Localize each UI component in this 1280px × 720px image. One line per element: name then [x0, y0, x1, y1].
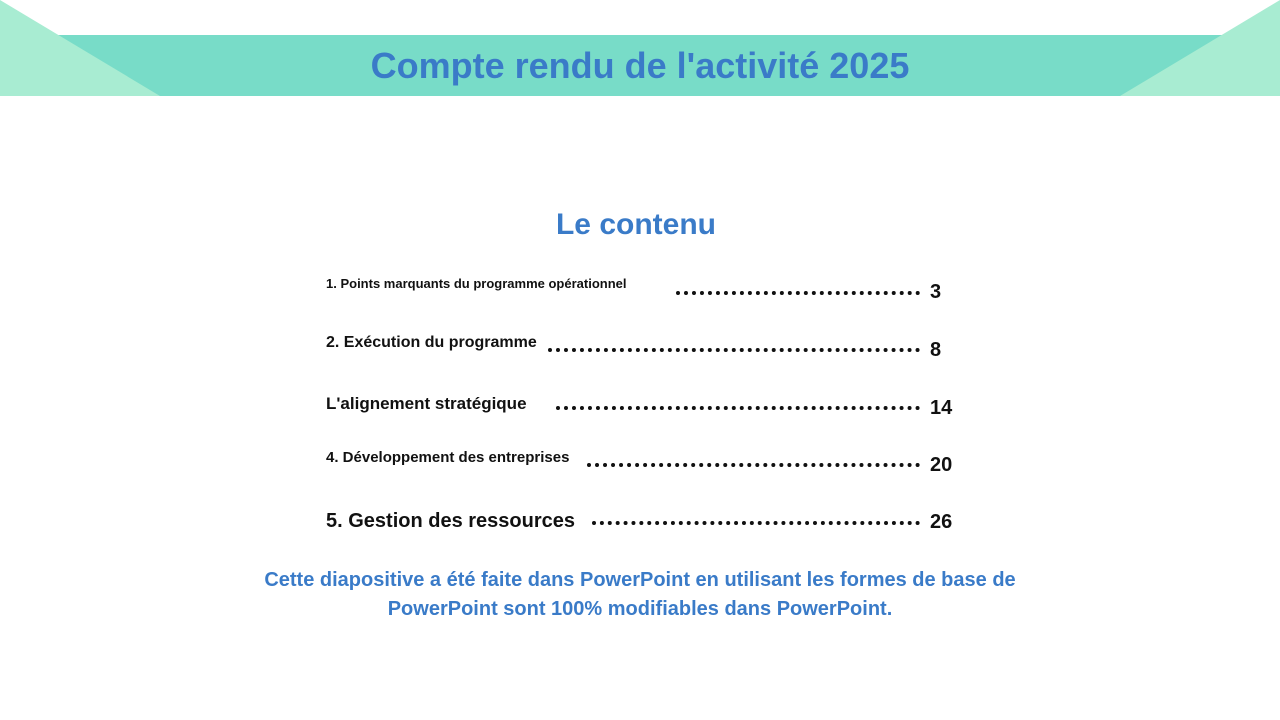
toc-dotted-leader — [548, 348, 920, 352]
toc-row — [0, 276, 1280, 306]
toc-label: 2. Exécution du programme — [326, 334, 537, 351]
toc-dotted-leader — [587, 463, 920, 467]
toc-row — [0, 449, 1280, 479]
toc-dotted-leader — [556, 406, 920, 410]
toc-page-number: 20 — [930, 454, 953, 476]
footer-note-line-1: Cette diapositive a été faite dans PowerPoint en utilisant les formes de base de — [264, 569, 1016, 591]
footer-note-line-2: PowerPoint sont 100% modifiables dans PowerPoint. — [387, 598, 893, 620]
slide-title: Compte rendu de l'activité 2025 — [370, 45, 910, 86]
footer-note — [240, 566, 1040, 624]
toc-label: 5. Gestion des ressources — [326, 510, 576, 532]
toc-page-number: 8 — [930, 339, 942, 361]
toc-label: L'alignement stratégique — [326, 394, 527, 413]
toc-row — [0, 334, 1280, 364]
toc-page-number: 26 — [930, 511, 953, 533]
section-title: Le contenu — [555, 208, 716, 241]
toc-page-number: 14 — [930, 397, 953, 419]
toc-dotted-leader — [592, 521, 920, 525]
toc-label: 4. Développement des entreprises — [326, 449, 570, 466]
toc-page-number: 3 — [930, 281, 942, 303]
toc-label: 1. Points marquants du programme opérationnel — [326, 276, 627, 291]
toc-row — [0, 510, 1280, 540]
toc-row — [0, 394, 1280, 424]
toc-dotted-leader — [676, 291, 920, 295]
